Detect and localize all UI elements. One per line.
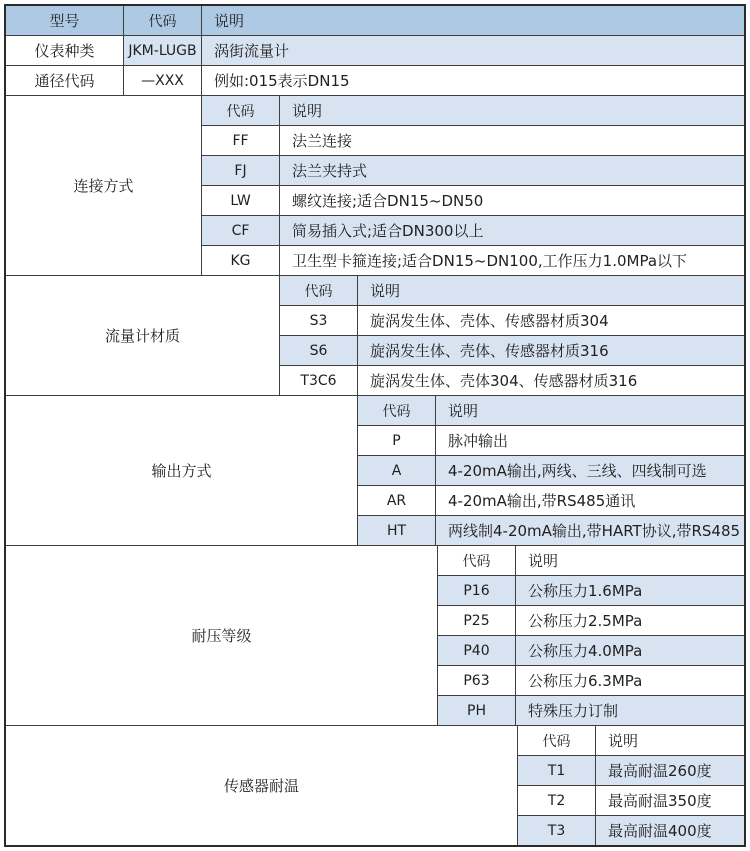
section-label: 连接方式 <box>6 96 202 275</box>
row-diameter-code <box>6 66 744 96</box>
desc-cell: 脉冲输出 <box>448 432 509 450</box>
desc-cell: 卫生型卡箍连接;适合DN15~DN100,工作压力1.0MPa以下 <box>292 252 688 270</box>
desc-cell: 简易插入式;适合DN300以上 <box>292 222 484 240</box>
code-cell: P63 <box>438 666 516 695</box>
desc-cell: 螺纹连接;适合DN15~DN50 <box>292 192 484 210</box>
sub-table <box>518 726 744 845</box>
sub-header-row <box>438 546 744 576</box>
sub-header-code: 代码 <box>202 96 280 125</box>
desc-cell: 4-20mA输出,两线、三线、四线制可选 <box>448 462 707 480</box>
sub-header-desc: 说明 <box>292 102 323 120</box>
table-row <box>358 486 744 516</box>
header-code-cell: 代码 <box>124 6 202 35</box>
code-cell: P40 <box>438 636 516 665</box>
code-cell: P16 <box>438 576 516 605</box>
table-header-row <box>6 6 744 36</box>
section-output-mode <box>6 396 744 546</box>
code-cell: KG <box>202 246 280 275</box>
table-row <box>518 786 744 816</box>
section-flowmeter-material <box>6 276 744 396</box>
code-cell: P25 <box>438 606 516 635</box>
sub-header-code: 代码 <box>518 726 596 755</box>
table-row <box>202 216 744 246</box>
desc-cell: 法兰连接 <box>292 132 353 150</box>
table-row <box>518 756 744 786</box>
sub-table <box>358 396 744 545</box>
code-cell: P <box>358 426 436 455</box>
code-cell: JKM-LUGB <box>124 36 202 65</box>
section-label: 传感器耐温 <box>6 726 518 845</box>
table-row <box>280 336 744 366</box>
desc-cell: 旋涡发生体、壳体、传感器材质316 <box>370 342 609 360</box>
desc-cell: 最高耐温400度 <box>608 822 712 840</box>
model-selection-table <box>4 4 746 847</box>
desc-cell: 法兰夹持式 <box>292 162 368 180</box>
table-row <box>202 246 744 275</box>
desc-cell: 旋涡发生体、壳体、传感器材质304 <box>370 312 609 330</box>
section-pressure-rating <box>6 546 744 726</box>
desc-cell: 涡街流量计 <box>202 36 744 65</box>
code-cell: S3 <box>280 306 358 335</box>
code-cell: AR <box>358 486 436 515</box>
desc-cell: 公称压力2.5MPa <box>528 612 643 630</box>
desc-cell: 公称压力6.3MPa <box>528 672 643 690</box>
section-label: 流量计材质 <box>6 276 280 395</box>
table-row <box>202 156 744 186</box>
sub-header-row <box>518 726 744 756</box>
sub-header-code: 代码 <box>280 276 358 305</box>
table-row <box>358 456 744 486</box>
table-row <box>202 186 744 216</box>
code-cell: T2 <box>518 786 596 815</box>
code-cell: FF <box>202 126 280 155</box>
table-row <box>358 426 744 456</box>
sub-header-row <box>358 396 744 426</box>
section-sensor-temperature <box>6 726 744 845</box>
header-model-cell: 型号 <box>6 6 124 35</box>
code-cell: CF <box>202 216 280 245</box>
sub-header-desc: 说明 <box>608 732 639 750</box>
sub-header-desc: 说明 <box>448 402 479 420</box>
desc-cell: 例如:015表示DN15 <box>214 72 350 90</box>
code-cell: T3 <box>518 816 596 845</box>
code-cell: LW <box>202 186 280 215</box>
table-row <box>280 306 744 336</box>
code-cell: T3C6 <box>280 366 358 395</box>
desc-cell: 旋涡发生体、壳体304、传感器材质316 <box>370 372 638 390</box>
desc-cell: 公称压力1.6MPa <box>528 582 643 600</box>
sub-header-code: 代码 <box>358 396 436 425</box>
sub-header-row <box>280 276 744 306</box>
section-label: 耐压等级 <box>6 546 438 725</box>
label-cell: 仪表种类 <box>6 36 124 65</box>
table-row <box>438 606 744 636</box>
code-cell: T1 <box>518 756 596 785</box>
row-instrument-type <box>6 36 744 66</box>
sub-header-code: 代码 <box>438 546 516 575</box>
sub-table <box>280 276 744 395</box>
label-cell: 通径代码 <box>6 66 124 95</box>
code-cell: S6 <box>280 336 358 365</box>
sub-header-row <box>202 96 744 126</box>
desc-cell: 两线制4-20mA输出,带HART协议,带RS485 <box>448 522 741 540</box>
code-cell: FJ <box>202 156 280 185</box>
table-row <box>438 696 744 725</box>
sub-table <box>438 546 744 725</box>
table-row <box>358 516 744 545</box>
table-row <box>438 636 744 666</box>
desc-cell: 最高耐温260度 <box>608 762 712 780</box>
table-row <box>202 126 744 156</box>
section-label: 输出方式 <box>6 396 358 545</box>
table-row <box>438 576 744 606</box>
sub-header-desc: 说明 <box>528 552 559 570</box>
table-row <box>518 816 744 845</box>
header-desc-cell: 说明 <box>202 6 744 35</box>
desc-cell: 公称压力4.0MPa <box>528 642 643 660</box>
table-row <box>280 366 744 395</box>
desc-cell: 4-20mA输出,带RS485通讯 <box>448 492 636 510</box>
desc-cell: 最高耐温350度 <box>608 792 712 810</box>
section-connection-type <box>6 96 744 276</box>
desc-cell: 特殊压力订制 <box>528 702 619 720</box>
code-cell: PH <box>438 696 516 725</box>
code-cell: A <box>358 456 436 485</box>
code-cell: —XXX <box>124 66 202 95</box>
code-cell: HT <box>358 516 436 545</box>
table-row <box>438 666 744 696</box>
sub-header-desc: 说明 <box>370 282 401 300</box>
sub-table <box>202 96 744 275</box>
